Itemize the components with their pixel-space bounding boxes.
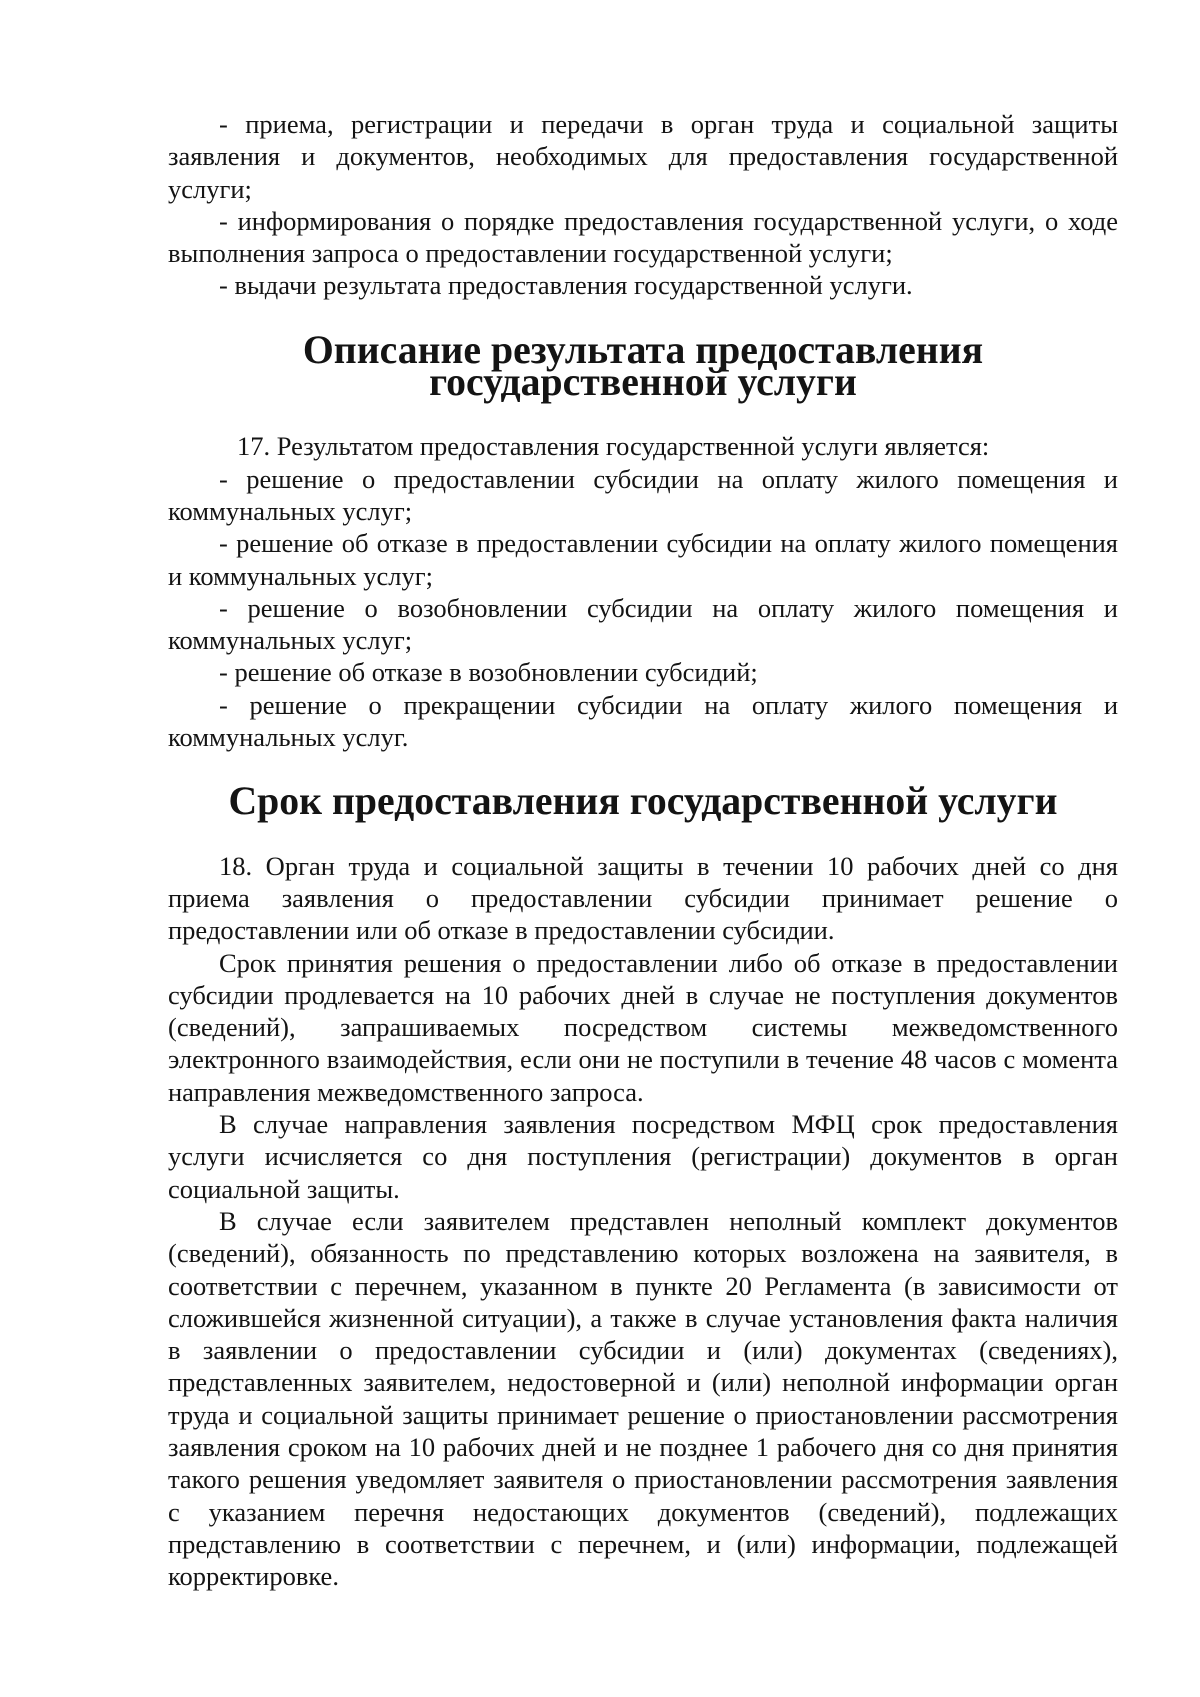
result-item-refusal: - решение об отказе в предоставлении субсидии на оплату жилого помещения и коммунальных услуг; xyxy=(168,528,1118,591)
paragraph-18: 18. Орган труда и социальной защиты в течении 10 рабочих дней со дня приема заявления о предоставлении субсидии принимает решение о предоставлении или об отказе в предоставлении субсидии. xyxy=(168,850,1118,946)
intro-item-informing: - информирования о порядке предоставления государственной услуги, о ходе выполнения запроса о предоставлении государственной услуги; xyxy=(168,205,1118,269)
paragraph-17: 17. Результатом предоставления государственной услуги является: xyxy=(237,431,990,462)
intro-item-reception: - приема, регистрации и передачи в орган труда и социальной защиты заявления и документов, необходимых для предоставления государственной услуги; xyxy=(168,109,1118,204)
document-page xyxy=(168,108,1118,1592)
intro-item-issuance: - выдачи результата предоставления государственной услуги. xyxy=(219,270,913,301)
heading-result-description: Описание результата предоставления государственной услуги xyxy=(302,327,984,405)
paragraph-mfc: В случае направления заявления посредством МФЦ срок предоставления услуги исчисляется со дня поступления (регистрации) документов в орган социальной защиты. xyxy=(168,1109,1118,1204)
result-item-termination: - решение о прекращении субсидии на оплату жилого помещения и коммунальных услуг. xyxy=(168,689,1118,753)
paragraph-term-extension: Срок принятия решения о предоставлении либо об отказе в предоставлении субсидии продлевается на 10 рабочих дней в случае не поступления документов (сведений), запрашиваемых посредством системы межведомственного электронного взаимодействия, если они не поступили в течение 48 часов с момента направления межведомственного запроса. xyxy=(168,947,1118,1107)
result-item-resumption-refusal: - решение об отказе в возобновлении субсидий; xyxy=(219,657,758,688)
paragraph-incomplete-documents: В случае если заявителем представлен неполный комплект документов (сведений), обязанность по представлению которых возложена на заявителя, в соответствии с перечнем, указанном в пункте 20 Регламента (в зависимости от сложившейся жизненной ситуации), а также в случае установления факта наличия в заявлении о предоставлении субсидии и (или) документах (сведениях), представленных заявителем, недостоверной и (или) неполной информации орган труда и социальной защиты принимает решение о приостановлении рассмотрения заявления сроком на 10 рабочих дней и не позднее 1 рабочего дня со дня принятия такого решения уведомляет заявителя о приостановлении рассмотрения заявления с указанием перечня недостающих документов (сведений), подлежащих представлению в соответствии с перечнем, и (или) информации, подлежащей корректировке. xyxy=(168,1205,1118,1592)
result-item-resumption: - решение о возобновлении субсидии на оплату жилого помещения и коммунальных услуг; xyxy=(168,592,1118,656)
result-item-grant: - решение о предоставлении субсидии на оплату жилого помещения и коммунальных услуг; xyxy=(168,463,1118,526)
heading-term: Срок предоставления государственной услуги xyxy=(228,779,1058,824)
